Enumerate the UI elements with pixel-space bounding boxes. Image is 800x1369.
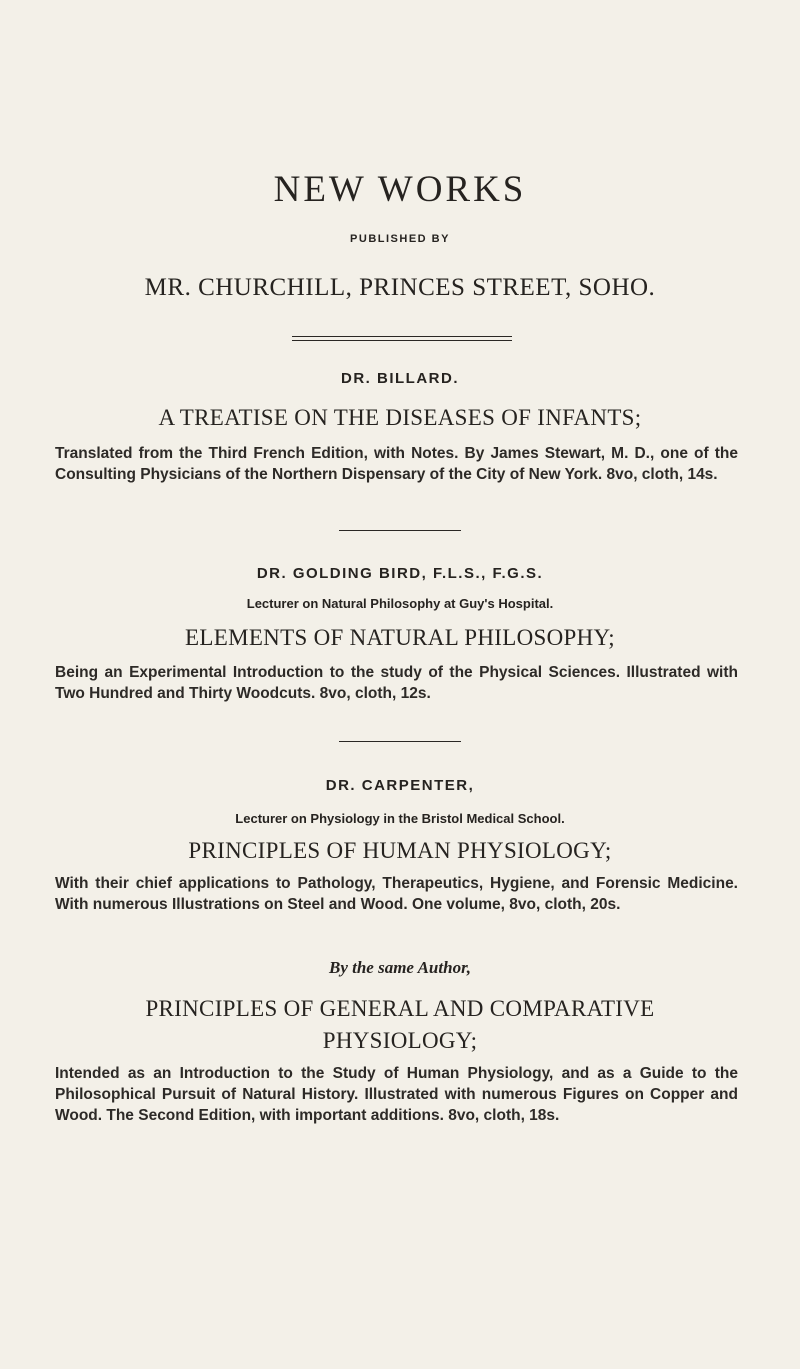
entry-affiliation: Lecturer on Physiology in the Bristol Medical School. [235,811,565,826]
entry-author: DR. BILLARD. [341,370,459,387]
entry-author: DR. GOLDING BIRD, F.L.S., F.G.S. [256,565,544,582]
header-divider [292,336,512,341]
published-by-label: PUBLISHED BY [350,233,450,245]
entry-title: PRINCIPLES OF HUMAN PHYSIOLOGY; [188,838,612,863]
publisher-line: MR. CHURCHILL, PRINCES STREET, SOHO. [144,274,656,301]
section-divider [339,741,461,742]
entry-title: A TREATISE ON THE DISEASES OF INFANTS; [158,405,642,430]
page-title: NEW WORKS [273,169,527,210]
same-author-note: By the same Author, [328,958,471,977]
entry-title: ELEMENTS OF NATURAL PHILOSOPHY; [185,625,615,650]
entry-description: With their chief applications to Pathology, Therapeutics, Hygiene, and Forensic Medicine. With numerous Illustrations on Steel and Wood. One volume, 8vo, cloth, 20s. [55,875,738,913]
entry-title-line2: PHYSIOLOGY; [322,1028,478,1053]
section-divider [339,530,461,531]
entry-author: DR. CARPENTER, [325,777,475,794]
entry-description: Being an Experimental Introduction to the study of the Physical Sciences. Illustrated with Two Hundred and Thirty Woodcuts. 8vo, cloth, 12s. [55,664,738,702]
entry-affiliation: Lecturer on Natural Philosophy at Guy's Hospital. [246,596,554,611]
entry-description: Translated from the Third French Edition, with Notes. By James Stewart, M. D., one of the Consulting Physicians of the Northern Dispensary of the City of New York. 8vo, cloth, 14s. [55,445,738,483]
entry-description: Intended as an Introduction to the Study of Human Physiology, and as a Guide to the Philosophical Pursuit of Natural History. Illustrated with numerous Figures on Copper and Wood. The Second Edition, with important additions. 8vo, cloth, 18s. [55,1065,738,1124]
entry-title-line1: PRINCIPLES OF GENERAL AND COMPARATIVE [145,996,655,1021]
